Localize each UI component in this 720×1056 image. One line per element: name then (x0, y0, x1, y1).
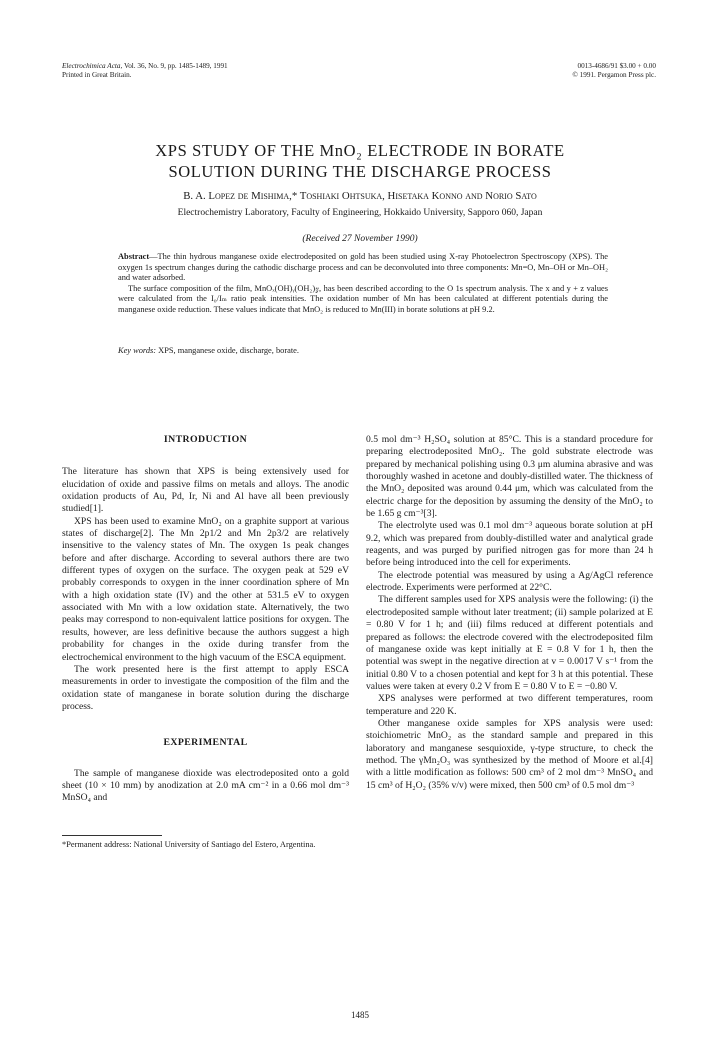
page-number: 1485 (351, 1010, 369, 1020)
left-column (62, 434, 349, 850)
title-line-1: XPS STUDY OF THE MnO₂ ELECTRODE IN BORATE (155, 141, 565, 160)
right-paragraph-1: 0.5 mol dm⁻³ H₂SO₄ solution at 85°C. This is a standard procedure for preparing electrodeposited MnO₂. The gold substrate electrode was prepared by mechanical polishing using 0.3 μm alumina abrasive and was thoroughly washed in acetone and doubly-distilled water. The thickness of the MnO₂ deposited was around 0.44 μm, which was calculated from the electric charge for the deposition by assuming the density of the MnO₂ to be 1.65 g cm⁻³[3]. (366, 434, 653, 520)
abstract-paragraph-1: —The thin hydrous manganese oxide electrodeposited on gold has been studied using X-ray Photoelectron Spectroscopy (XPS). The oxygen 1s spectrum changes during the cathodic discharge process and can be deconvoluted into three components: Mn=O, Mn–OH or Mn–OH₂ and water adsorbed. (118, 252, 608, 283)
issn-price: 0013-4686/91 $3.00 + 0.00 (577, 62, 656, 70)
experimental-paragraph-1: The sample of manganese dioxide was electrodeposited onto a gold sheet (10 × 10 mm) by anodization at 2.0 mA cm⁻² in a 0.66 mol dm⁻³ MnSO₄ and (62, 767, 349, 804)
affiliation: Electrochemistry Laboratory, Faculty of Engineering, Hokkaido University, Sapporo 060, Japan (177, 208, 543, 218)
right-paragraph-6: Other manganese oxide samples for XPS analysis were used: stoichiometric MnO₂ as the standard sample and prepared in this laboratory and manganese sesquioxide, γ-type structure, to check the method. The γMn₂O₃ was synthesized by the method of Moore et al.[4] with a little modification as follows: 500 cm³ of 2 mol dm⁻³ MnSO₄ and 15 cm³ of H₂O₂ (35% v/v) were mixed, then 500 cm³ of 0.5 mol dm⁻³ (366, 717, 653, 791)
footnote-rule (62, 835, 162, 836)
keywords (118, 346, 608, 357)
right-paragraph-4: The different samples used for XPS analysis were the following: (i) the electrodeposited sample without later treatment; (ii) sample polarized at E = 0.80 V for 1 h; and (iii) films reduced at different potentials and prepared as follows: the electrode covered with the electrodeposited film of manganese oxide was kept initially at E = 0.8 V for 1 h, then the potential was swept in the negative direction at v = 0.0017 V s⁻¹ from the initial 0.80 V to a chosen potential and kept for 3 h at this potential. These values were taken at every 0.2 V from E = 0.80 V to E = −0.80 V. (366, 594, 653, 692)
abstract-label: Abstract (118, 252, 150, 261)
publisher-header (572, 62, 656, 80)
authors-text: B. A. Lopez de Mishima,* Toshiaki Ohtsuka, Hisetaka Konno and Norio Sato (183, 190, 537, 202)
title-line-2: SOLUTION DURING THE DISCHARGE PROCESS (168, 162, 552, 181)
journal-citation: Vol. 36, No. 9, pp. 1485-1489, 1991 (123, 62, 228, 70)
intro-paragraph-1: The literature has shown that XPS is being extensively used for elucidation of oxide and passive films on metals and alloys. The anodic oxidation products of Au, Pd, Ir, Ni and Al have all been previously studied[1]. (62, 466, 349, 515)
printed-in: Printed in Great Britain. (62, 71, 132, 79)
footnote: *Permanent address: National University of Santiago del Estero, Argentina. (62, 839, 316, 849)
paper-title (0, 140, 720, 182)
right-paragraph-5: XPS analyses were performed at two different temperatures, room temperature and 220 K. (366, 693, 653, 717)
intro-paragraph-3: The work presented here is the first attempt to apply ESCA measurements in order to investigate the composition of the film and the oxidation state of manganese in borate solution during the discharge process. (62, 663, 349, 712)
keywords-text: XPS, manganese oxide, discharge, borate. (156, 346, 299, 355)
right-column (366, 434, 653, 792)
introduction-heading: INTRODUCTION (163, 434, 248, 445)
received-date: (Received 27 November 1990) (302, 234, 418, 244)
keywords-label: Key words: (118, 346, 157, 355)
intro-paragraph-2: XPS has been used to examine MnO₂ on a graphite support at various states of discharge[2]. The Mn 2p1/2 and Mn 2p3/2 are relatively insensitive to the valency states of Mn. The oxygen 1s peak changes before and after discharge. According to several authors there are two different types of oxygen on the surface. The oxygen peak at 529 eV probably corresponds to oxygen in the inner coordination sphere of Mn with a high oxidation state (IV) and the other at 531.5 eV to oxygen associated with Mn with a low oxidation state. Alternatively, the two peaks may correspond to non-equivalent lattice positions for oxygen. The results, however, are less definitive because the authors suggest a high probability for changes in the oxide during transfer from the electrochemical environment to the high vacuum of the ESCA equipment. (62, 515, 349, 663)
abstract (118, 252, 608, 316)
experimental-heading: EXPERIMENTAL (163, 737, 248, 749)
right-paragraph-2: The electrolyte used was 0.1 mol dm⁻³ aqueous borate solution at pH 9.2, which was prepared from doubly-distilled water and analytical grade reagents, and was purged by purified nitrogen gas for more than 24 h before being introduced into the cell for experiments. (366, 520, 653, 569)
journal-header (62, 62, 228, 80)
copyright-notice: © 1991. Pergamon Press plc. (572, 71, 656, 79)
abstract-paragraph-2: The surface composition of the film, MnOₓ(OH)ᵧ(OH₂)𝓏, has been described according to the O 1s spectrum analysis. The x and y + z values were calculated from the I₀/Iₘ ratio peak intensities. The oxidation number of Mn has been calculated at different potentials during the manganese oxide reduction. These values indicate that MnO₂ is reduced to Mn(III) in borate solutions at pH 9.2. (118, 283, 608, 314)
journal-name: Electrochimica Acta, (62, 62, 123, 70)
right-paragraph-3: The electrode potential was measured by using a Ag/AgCl reference electrode. Experiments were performed at 22°C. (366, 569, 653, 594)
author-list (0, 189, 720, 203)
